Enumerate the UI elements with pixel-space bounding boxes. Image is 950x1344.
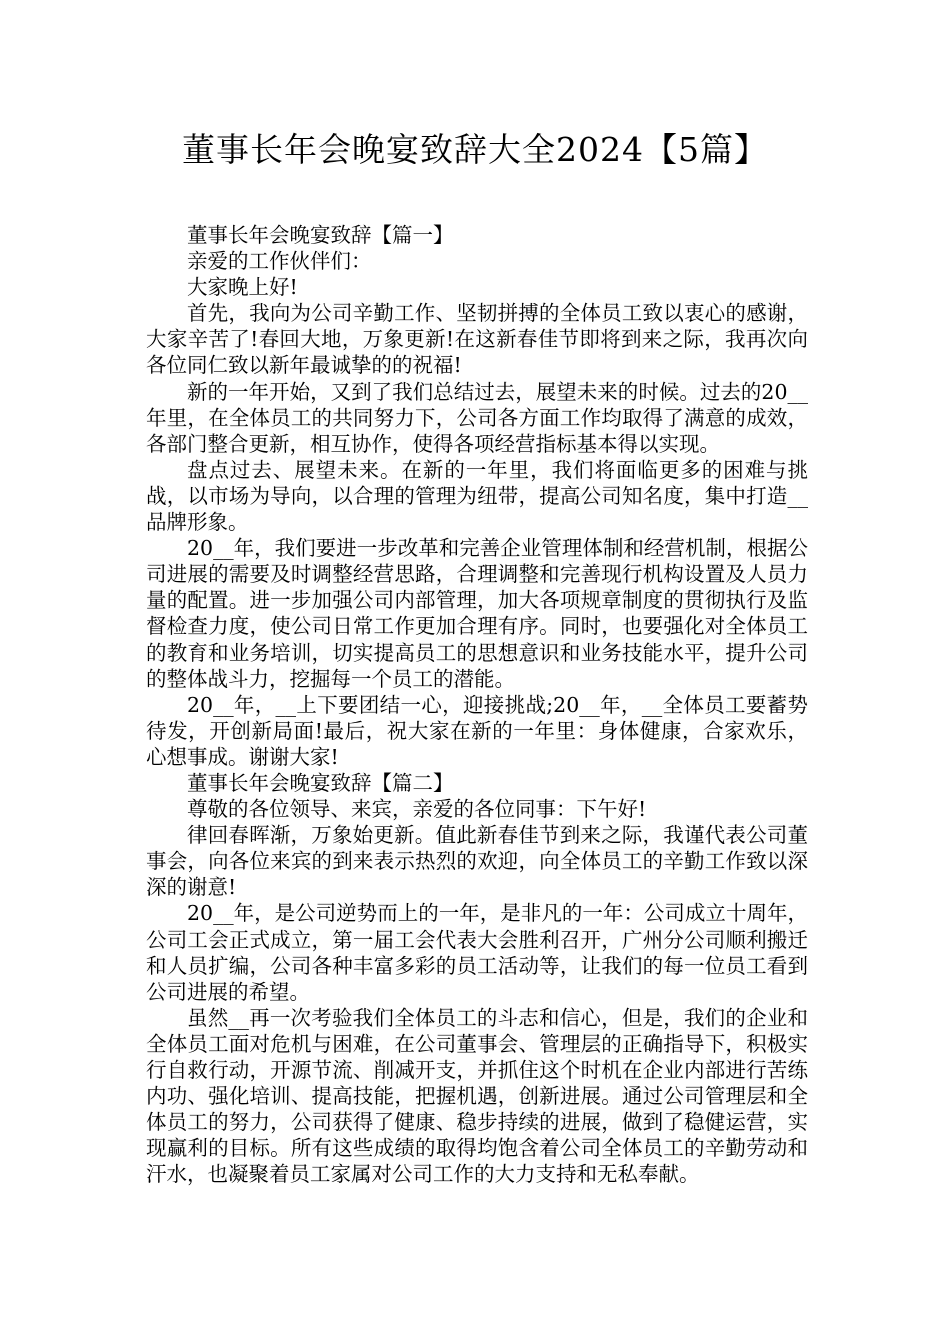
section-heading-1: 董事长年会晚宴致辞【篇一】 xyxy=(187,223,454,247)
greeting: 大家晚上好! xyxy=(187,275,298,300)
salutation: 尊敬的各位领导、来宾，亲爱的各位同事：下午好! xyxy=(187,797,647,822)
document-body xyxy=(146,222,808,1187)
paragraph: 20__年，__上下要团结一心，迎接挑战;20__年，__全体员工要蓄势待发，开创新局面!最后，祝大家在新的一年里：身体健康，合家欢乐，心想事成。谢谢大家! xyxy=(146,692,808,769)
paragraph: 20__年，我们要进一步改革和完善企业管理体制和经营机制，根据公司进展的需要及时调整经营思路，合理调整和完善现行机构设置及人员力量的配置。进一步加强公司内部管理，加大各项规章制度的贯彻执行及监督检查力度，使公司日常工作更加合理有序。同时，也要强化对全体员工的教育和业务培训，切实提高员工的思想意识和业务技能水平，提升公司的整体战斗力，挖掘每一个员工的潜能。 xyxy=(146,536,808,691)
paragraph: 律回春晖渐，万象始更新。值此新春佳节到来之际，我谨代表公司董事会，向各位来宾的到来表示热烈的欢迎，向全体员工的辛勤工作致以深深的谢意! xyxy=(146,823,808,900)
paragraph: 盘点过去、展望未来。在新的一年里，我们将面临更多的困难与挑战，以市场为导向，以合理的管理为纽带，提高公司知名度，集中打造__品牌形象。 xyxy=(146,457,808,535)
paragraph: 首先，我向为公司辛勤工作、坚韧拼搏的全体员工致以衷心的感谢，大家辛苦了!春回大地，万象更新!在这新春佳节即将到来之际，我再次向各位同仁致以新年最诚挚的的祝福! xyxy=(146,301,808,378)
paragraph: 20__年，是公司逆势而上的一年，是非凡的一年：公司成立十周年，公司工会正式成立，第一届工会代表大会胜利召开，广州分公司顺利搬迁和人员扩编，公司各种丰富多彩的员工活动等，让我们的每一位员工看到公司进展的希望。 xyxy=(146,901,808,1004)
paragraph: 新的一年开始，又到了我们总结过去，展望未来的时候。过去的20__年里，在全体员工的共同努力下，公司各方面工作均取得了满意的成效，各部门整合更新，相互协作，使得各项经营指标基本得以实现。 xyxy=(146,379,808,456)
section-heading-2: 董事长年会晚宴致辞【篇二】 xyxy=(187,770,454,795)
salutation: 亲爱的工作伙伴们： xyxy=(187,249,372,274)
paragraph: 虽然__再一次考验我们全体员工的斗志和信心，但是，我们的企业和全体员工面对危机与困难，在公司董事会、管理层的正确指导下，积极实行自救行动，开源节流、削减开支，并抓住这个时机在企业内部进行苦练内功、强化培训、提高技能，把握机遇，创新进展。通过公司管理层和全体员工的努力，公司获得了健康、稳步持续的进展，做到了稳健运营，实现赢利的目标。所有这些成绩的取得均饱含着公司全体员工的辛勤劳动和汗水，也凝聚着员工家属对公司工作的大力支持和无私奉献。 xyxy=(146,1005,808,1187)
document-title: 董事长年会晚宴致辞大全2024【5篇】 xyxy=(182,130,768,169)
